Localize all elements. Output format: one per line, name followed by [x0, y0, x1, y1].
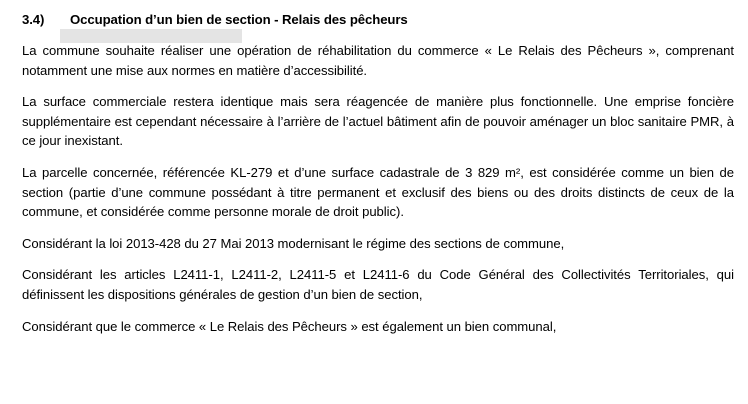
paragraph-3-text: La parcelle concernée, référencée KL-279 et d’une surface cadastrale de 3 829 m², est considérée comme un bien de section (partie d’une commune possédant à titre permanent et exclusif des biens ou des droits distincts de ceux de la commune, et considérée comme personne morale de droit public). — [22, 164, 734, 220]
section-heading — [22, 12, 734, 27]
paragraph-5 — [22, 265, 734, 304]
paragraph-1 — [22, 41, 734, 80]
redaction-block — [60, 29, 242, 43]
paragraph-6-text: Considérant que le commerce « Le Relais des Pêcheurs » est également un bien communal, — [22, 318, 557, 334]
paragraph-6 — [22, 317, 734, 337]
paragraph-4 — [22, 234, 734, 254]
paragraph-1-text: La commune souhaite réaliser une opération de réhabilitation du commerce « Le Relais des Pêcheurs », comprenant notamment une mise aux normes en matière d’accessibilité. — [22, 43, 734, 78]
section-number: 3.4) — [22, 12, 45, 27]
paragraph-2 — [22, 92, 734, 151]
page-title: Occupation d’un bien de section - Relais des pêcheurs — [70, 12, 408, 27]
paragraph-2-text: La surface commerciale restera identique mais sera réagencée de manière plus fonctionnelle. Une emprise foncière supplémentaire est cependant nécessaire à l’arrière de l’actuel bâtiment afin de pouvoir aménager un bloc sanitaire PMR, à ce jour inexistant. — [22, 94, 734, 149]
paragraph-4-text: Considérant la loi 2013-428 du 27 Mai 2013 modernisant le régime des sections de commune, — [22, 235, 565, 251]
paragraph-3 — [22, 163, 734, 222]
paragraph-5-text: Considérant les articles L2411-1, L2411-2, L2411-5 et L2411-6 du Code Général des Collectivités Territoriales, qui définissent les dispositions générales de gestion d’un bien de section, — [22, 267, 734, 302]
